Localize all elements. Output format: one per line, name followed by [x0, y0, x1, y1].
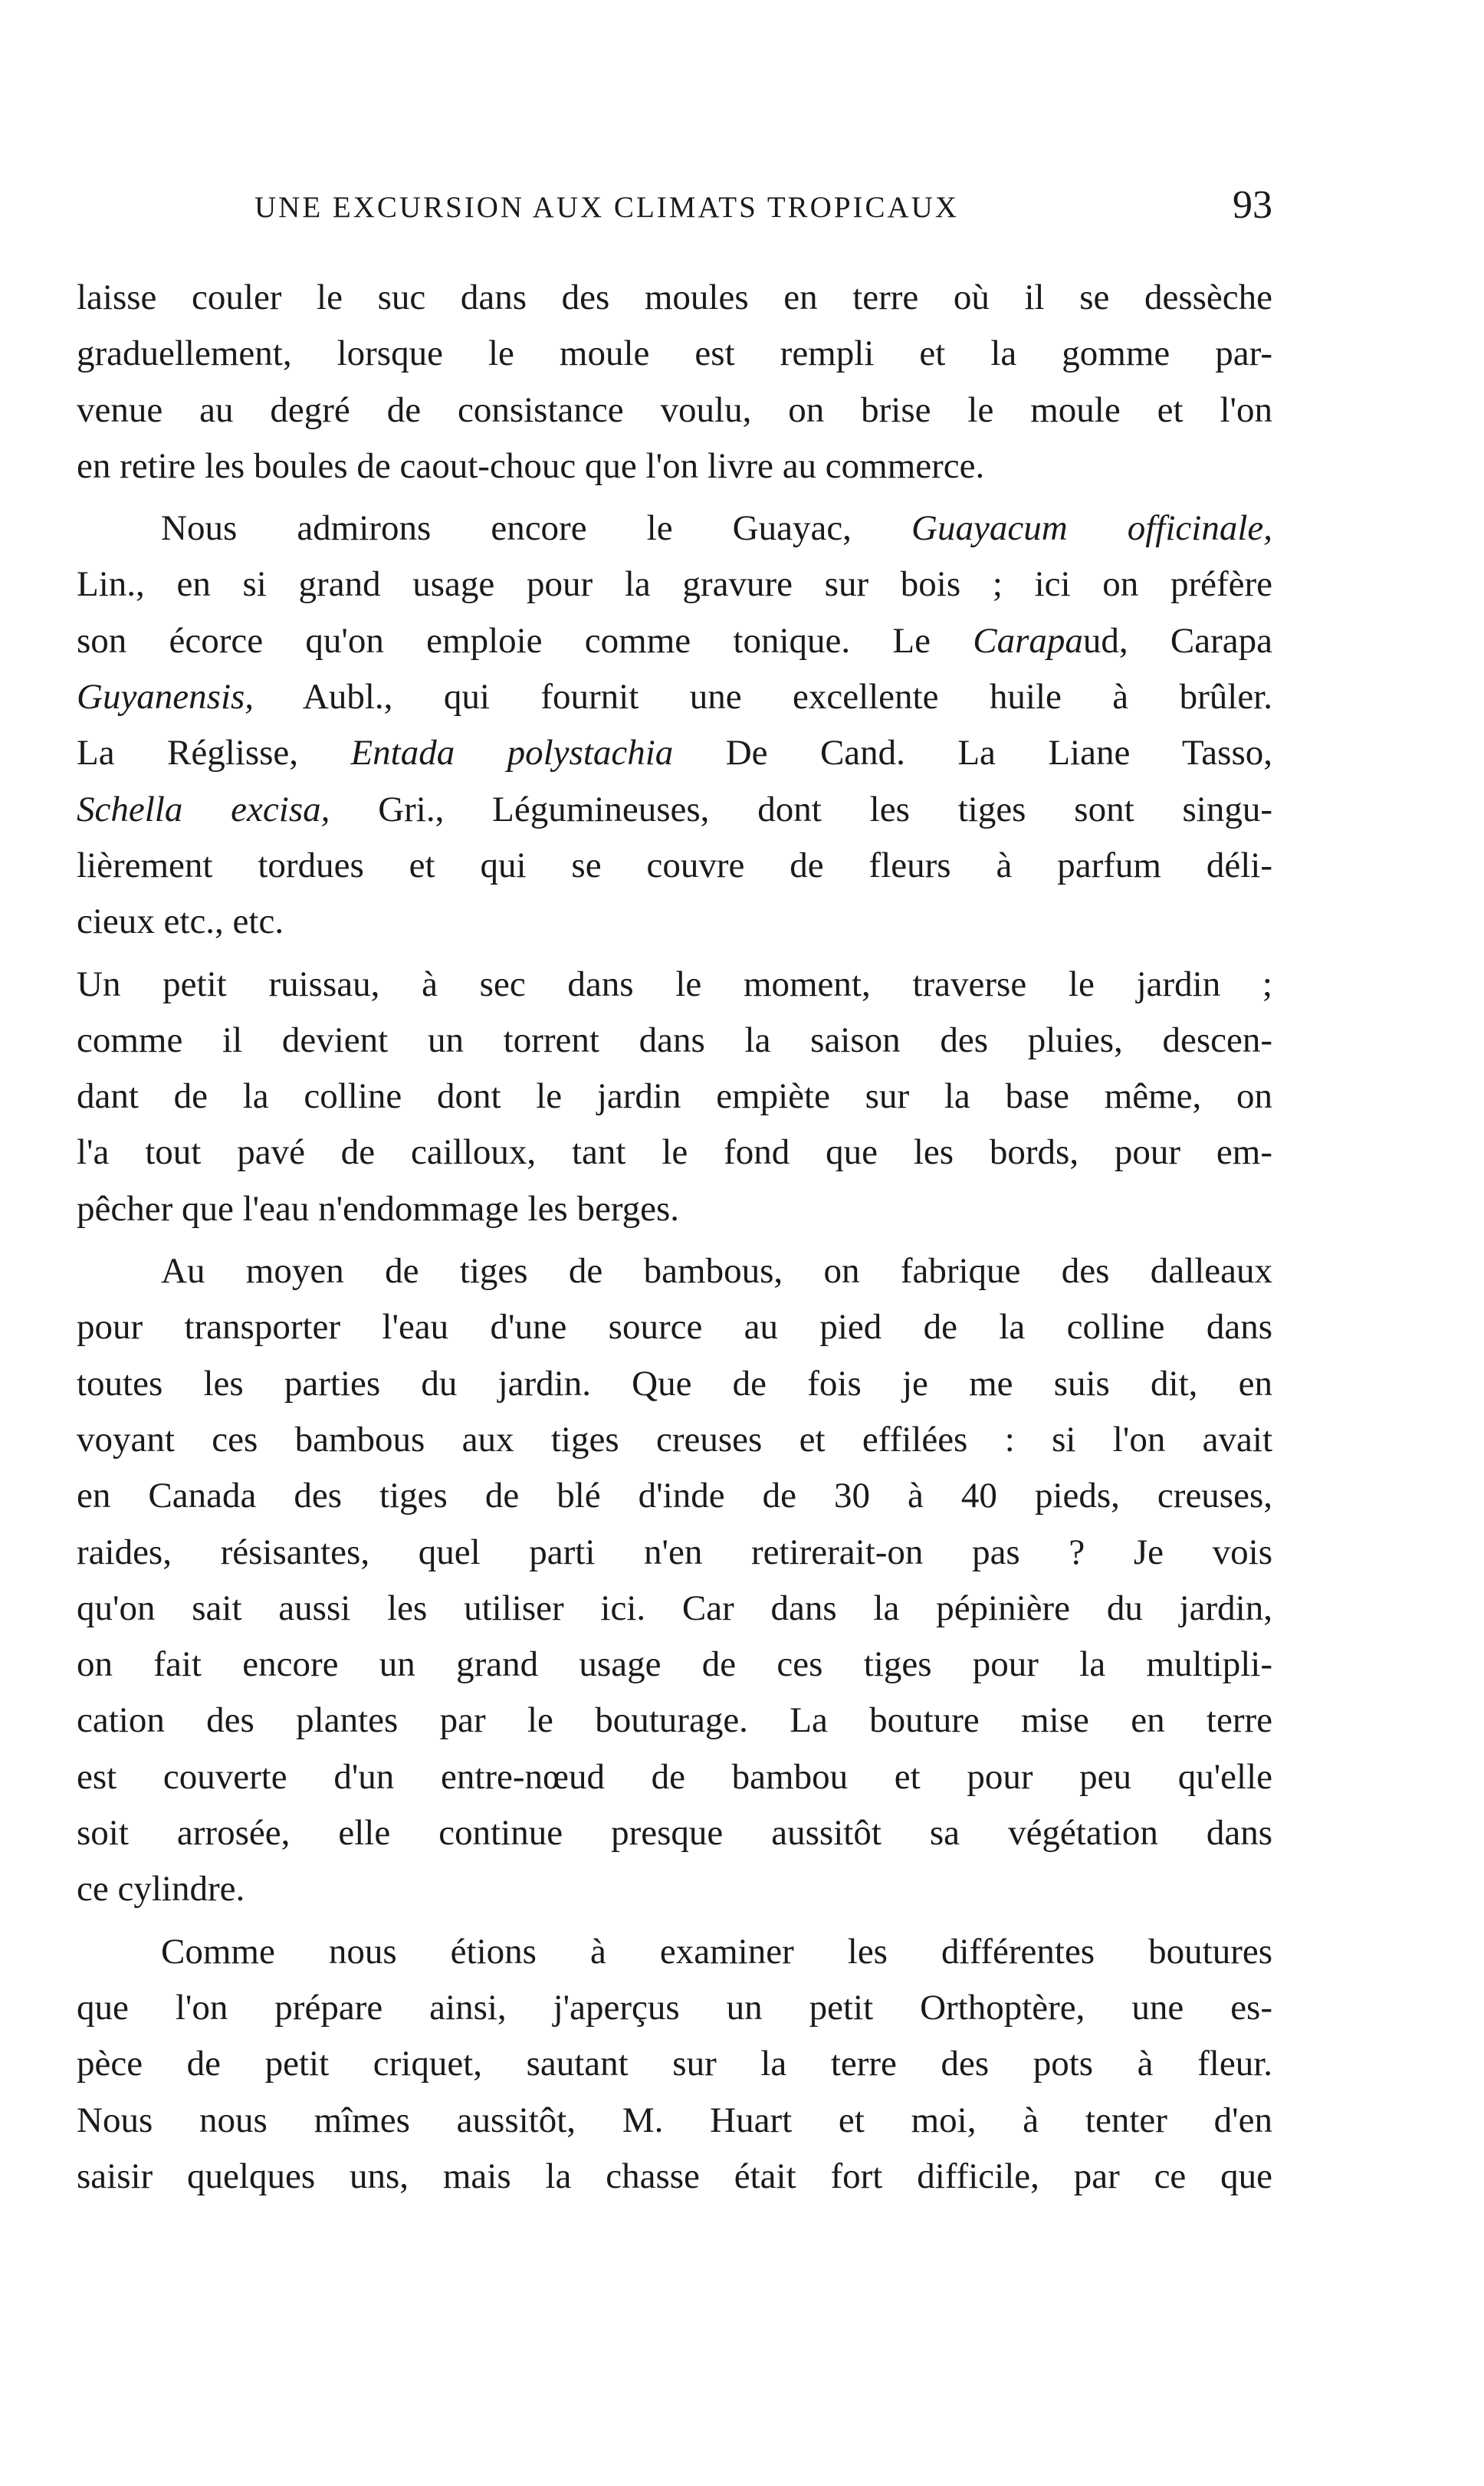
text-line: son écorce qu'on emploie comme tonique. Le Carapaud, Carapa	[77, 620, 1272, 661]
page-header	[77, 182, 1272, 236]
text-line: graduellement, lorsque le moule est rempli et la gomme par-	[77, 333, 1272, 374]
text-line: cation des plantes par le bouturage. La bouture mise en terre	[77, 1700, 1272, 1741]
text-line: Nous admirons encore le Guayac, Guayacum officinale,	[161, 508, 1272, 549]
text-line: voyant ces bambous aux tiges creuses et effilées : si l'on avait	[77, 1419, 1272, 1460]
text-line: en retire les boules de caout-chouc que l'on livre au commerce.	[77, 445, 985, 486]
text-line: saisir quelques uns, mais la chasse était fort difficile, par ce que	[77, 2156, 1272, 2196]
paragraph-5	[77, 1924, 1272, 2205]
text-line: comme il devient un torrent dans la saison des pluies, descen-	[77, 1020, 1272, 1060]
text-line: laisse couler le suc dans des moules en terre où il se dessèche	[77, 277, 1272, 317]
text-line: pour transporter l'eau d'une source au pied de la colline dans	[77, 1307, 1272, 1348]
text-line: soit arrosée, elle continue presque aussitôt sa végétation dans	[77, 1813, 1272, 1854]
text-line: Guyanensis, Aubl., qui fournit une excellente huile à brûler.	[77, 677, 1272, 718]
text-line: Au moyen de tiges de bambous, on fabrique des dalleaux	[161, 1251, 1272, 1292]
text-line: Comme nous étions à examiner les différentes boutures	[161, 1931, 1272, 1972]
text-line: dant de la colline dont le jardin empiète sur la base même, on	[77, 1076, 1272, 1117]
paragraph-3	[77, 957, 1272, 1237]
text-line: Lin., en si grand usage pour la gravure sur bois ; ici on préfère	[77, 564, 1272, 605]
text-line: Schella excisa, Gri., Légumineuses, dont les tiges sont singu-	[77, 789, 1272, 829]
paragraph-1	[77, 270, 1272, 494]
paragraph-2	[77, 501, 1272, 950]
text-line: La Réglisse, Entada polystachia De Cand. La Liane Tasso,	[77, 733, 1272, 773]
text-line: ce cylindre.	[77, 1869, 245, 1910]
text-line: l'a tout pavé de cailloux, tant le fond que les bords, pour em-	[77, 1132, 1272, 1173]
paragraph-4	[77, 1243, 1272, 1918]
text-line: qu'on sait aussi les utiliser ici. Car dans la pépinière du jardin,	[77, 1588, 1272, 1628]
text-line: venue au degré de consistance voulu, on brise le moule et l'on	[77, 389, 1272, 430]
text-line: pêcher que l'eau n'endommage les berges.	[77, 1188, 680, 1229]
body-text	[77, 270, 1272, 2205]
text-line: Nous nous mîmes aussitôt, M. Huart et moi, à tenter d'en	[77, 2100, 1272, 2140]
text-line: est couverte d'un entre-nœud de bambou et pour peu qu'elle	[77, 1756, 1272, 1797]
text-line: toutes les parties du jardin. Que de fois je me suis dit, en	[77, 1363, 1272, 1404]
text-line: cieux etc., etc.	[77, 901, 284, 942]
text-line: lièrement tordues et qui se couvre de fleurs à parfum déli-	[77, 845, 1272, 885]
running-head: UNE EXCURSION AUX CLIMATS TROPICAUX	[254, 191, 960, 224]
text-line: en Canada des tiges de blé d'inde de 30 à 40 pieds, creuses,	[77, 1476, 1272, 1516]
text-line: pèce de petit criquet, sautant sur la terre des pots à fleur.	[77, 2044, 1272, 2084]
text-line: raides, résisantes, quel parti n'en retirerait-on pas ? Je vois	[77, 1532, 1272, 1572]
text-line: on fait encore un grand usage de ces tiges pour la multipli-	[77, 1644, 1272, 1685]
text-line: Un petit ruissau, à sec dans le moment, traverse le jardin ;	[77, 964, 1272, 1004]
text-line: que l'on prépare ainsi, j'aperçus un petit Orthoptère, une es-	[77, 1987, 1272, 2028]
page-number: 93	[1233, 183, 1272, 227]
